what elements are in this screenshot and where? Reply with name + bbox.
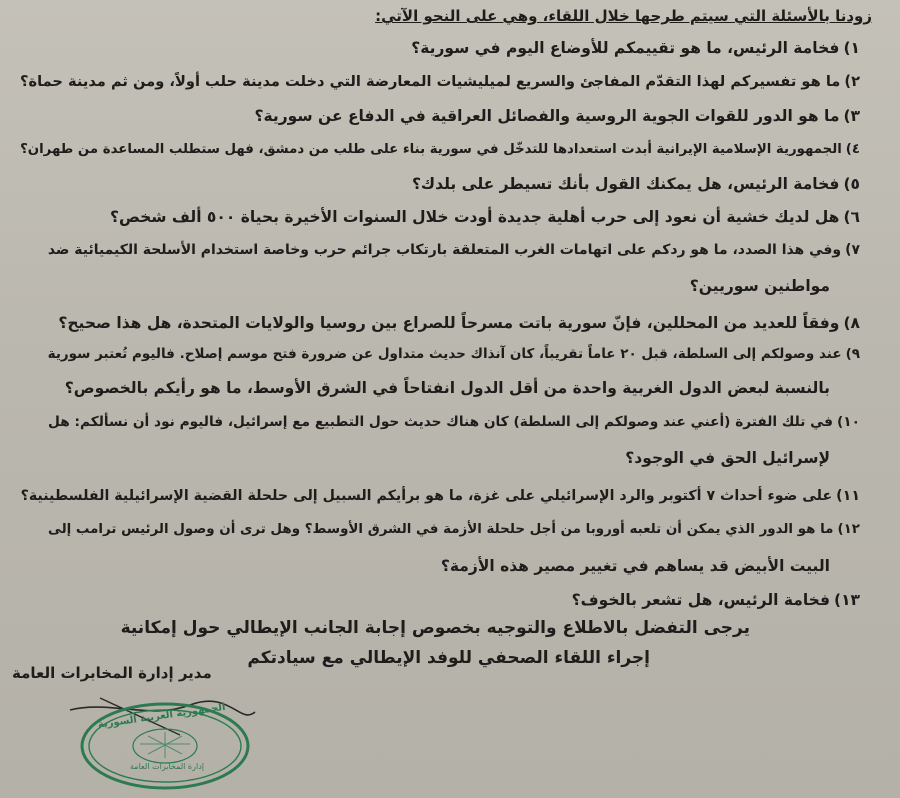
question-11: ١١)على ضوء أحداث ٧ أكتوبر والرد الإسرائيلي على غزة، ما هو برأيكم السبيل إلى حلحلة القضية الإسرائيلية الفلسطينية؟ [20, 488, 860, 504]
question-4: ٤)الجمهورية الإسلامية الإيرانية أبدت استعدادها للتدخّل في سورية بناء على طلب من دمشق، فهل ستطلب المساعدة من طهران؟ [20, 142, 860, 157]
request-line-2: إجراء اللقاء الصحفي للوفد الإيطالي مع سيادتكم [247, 648, 650, 668]
request-line-1: يرجى التفضل بالاطلاع والتوجيه بخصوص إجابة الجانب الإيطالي حول إمكانية [120, 618, 750, 638]
question-10: ١٠)في تلك الفترة (أعني عند وصولكم إلى السلطة) كان هناك حديث حول التطبيع مع إسرائيل، فاليوم نود أن نسألكم: هل [48, 414, 860, 430]
question-10-continued: لإسرائيل الحق في الوجود؟ [625, 449, 830, 467]
stamp-subtext: إدارة المخابرات العامة [130, 762, 204, 771]
signature-title: مدير إدارة المخابرات العامة [12, 664, 212, 682]
question-13: ١٣)فخامة الرئيس، هل تشعر بالخوف؟ [571, 591, 860, 609]
intro-line: زودنا بالأسئلة التي سيتم طرحها خلال اللقاء، وهي على النحو الآتي: [375, 7, 872, 25]
question-7-continued: مواطنين سوريين؟ [689, 277, 830, 295]
question-12: ١٢)ما هو الدور الذي يمكن أن تلعبه أوروبا من أجل حلحلة الأزمة في الشرق الأوسط؟ وهل ترى أن وصول الرئيس ترامب إلى [48, 522, 860, 537]
question-1: ١)فخامة الرئيس، ما هو تقييمكم للأوضاع اليوم في سورية؟ [411, 39, 860, 57]
question-6: ٦)هل لديك خشية أن نعود إلى حرب أهلية جديدة أودت خلال السنوات الأخيرة بحياة ٥٠٠ ألف شخص؟ [109, 208, 860, 226]
question-12-continued: البيت الأبيض قد يساهم في تغيير مصير هذه الأزمة؟ [440, 557, 830, 575]
question-2: ٢)ما هو تفسيركم لهذا التقدّم المفاجئ والسريع لميليشيات المعارضة التي دخلت مدينة حلب أولاً، ومن ثم مدينة حماة؟ [19, 73, 860, 90]
question-8: ٨)وفقاً للعديد من المحللين، فإنّ سورية باتت مسرحاً للصراع بين روسيا والولايات المتحدة، هل هذا صحيح؟ [58, 314, 860, 332]
question-7: ٧)وفي هذا الصدد، ما هو ردكم على اتهامات الغرب المتعلقة بارتكاب جرائم حرب وخاصة استخدام الأسلحة الكيميائية ضد [47, 242, 860, 258]
question-5: ٥)فخامة الرئيس، هل يمكنك القول بأنك تسيطر على بلدك؟ [411, 175, 860, 193]
question-3: ٣)ما هو الدور للقوات الجوية الروسية والفصائل العراقية في الدفاع عن سورية؟ [254, 107, 860, 125]
question-9: ٩)عند وصولكم إلى السلطة، قبل ٢٠ عاماً تقريباً، كان آنذاك حديث متداول عن ضرورة فتح موسم إصلاح. فاليوم تُعتبر سورية [47, 346, 860, 362]
stamp-text: الجمهورية العربية السورية [97, 701, 227, 731]
official-stamp [78, 700, 253, 792]
question-9-continued: بالنسبة لبعض الدول الغربية واحدة من أقل الدول انفتاحاً في الشرق الأوسط، ما هو رأيكم بالخصوص؟ [64, 379, 830, 397]
